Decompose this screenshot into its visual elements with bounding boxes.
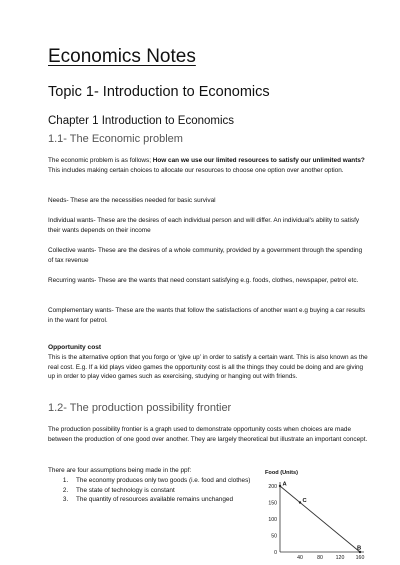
assumptions-intro: There are four assumptions being made in the ppf: [48, 467, 192, 474]
opportunity-cost-heading: Opportunity cost [48, 344, 102, 351]
y-tick-label: 100 [268, 516, 277, 523]
document-title: Economics Notes [48, 46, 196, 67]
collective-wants-paragraph: Collective wants- These are the desires of a whole community, provided by a government through the spending of tax revenue [48, 247, 363, 264]
y-axis-title: Food (Units) [265, 470, 298, 476]
section-heading-1-2: 1.2- The production possibility frontier [48, 402, 232, 414]
ppf-paragraph: The production possibility frontier is a graph used to demonstrate opportunity costs when choices are made between the production of one good over another. They are largely theoretical but illustrate an important concept. [48, 426, 368, 443]
section-heading-1-1: 1.1- The Economic problem [48, 133, 183, 145]
opportunity-cost-paragraph: This is the alternative option that you forgo or ‘give up’ in order to satisfy a certain want. This is also known as the real cost. E.g. If a kid plays video games the opportunity cost is all the things they could be doing and are giving up in order to play video games such as exercising, studying or hanging out with friends. [48, 354, 368, 381]
economic-problem-paragraph [48, 156, 368, 175]
needs-paragraph: Needs- These are the necessities needed for basic survival [48, 197, 216, 204]
individual-wants-paragraph: Individual wants- These are the desires of each individual person and will differ. An individual's ability to satisfy their wants depends on their income [48, 217, 360, 234]
assumptions-list [48, 476, 290, 505]
ppf-point-a [279, 485, 281, 487]
economic-problem-question: How can we use our limited resources to satisfy our unlimited wants? [152, 157, 365, 164]
y-tick-label: 50 [271, 533, 277, 540]
topic-heading: Topic 1- Introduction to Economics [48, 84, 270, 100]
y-tick-label: 0 [274, 549, 277, 556]
recurring-wants-paragraph: Recurring wants- These are the wants that need constant satisfying e.g. foods, clothes, newspaper, petrol etc. [48, 277, 359, 284]
y-tick-label: 150 [268, 500, 277, 507]
ppf-point-label: B [357, 545, 362, 552]
economic-problem-text-post: This includes making certain choices to allocate our resources to choose one option over another option. [48, 166, 344, 174]
ppf-chart [258, 466, 368, 565]
ppf-point-label: A [282, 481, 287, 488]
x-tick-label: 40 [297, 555, 303, 561]
ppf-point-label: C [302, 498, 307, 504]
chapter-heading: Chapter 1 Introduction to Economics [48, 115, 235, 127]
ppf-point-c [299, 501, 301, 503]
ppf-curve [280, 486, 360, 552]
assumption-item: 3. The quantity of resources available remains unchanged [70, 495, 290, 505]
x-tick-label: 120 [335, 555, 345, 561]
assumption-item: 1. The economy produces only two goods (i.e. food and clothes) [70, 476, 290, 486]
complementary-wants-paragraph: Complementary wants- These are the wants that follow the satisfactions of another want e.g buying a car results in the want for petrol. [48, 307, 366, 324]
y-tick-label: 200 [268, 483, 277, 490]
economic-problem-text-pre: The economic problem is as follows; [48, 157, 153, 164]
x-tick-label: 160 [355, 555, 365, 561]
assumption-item: 2. The state of technology is constant [70, 486, 290, 496]
x-tick-label: 80 [317, 555, 323, 561]
